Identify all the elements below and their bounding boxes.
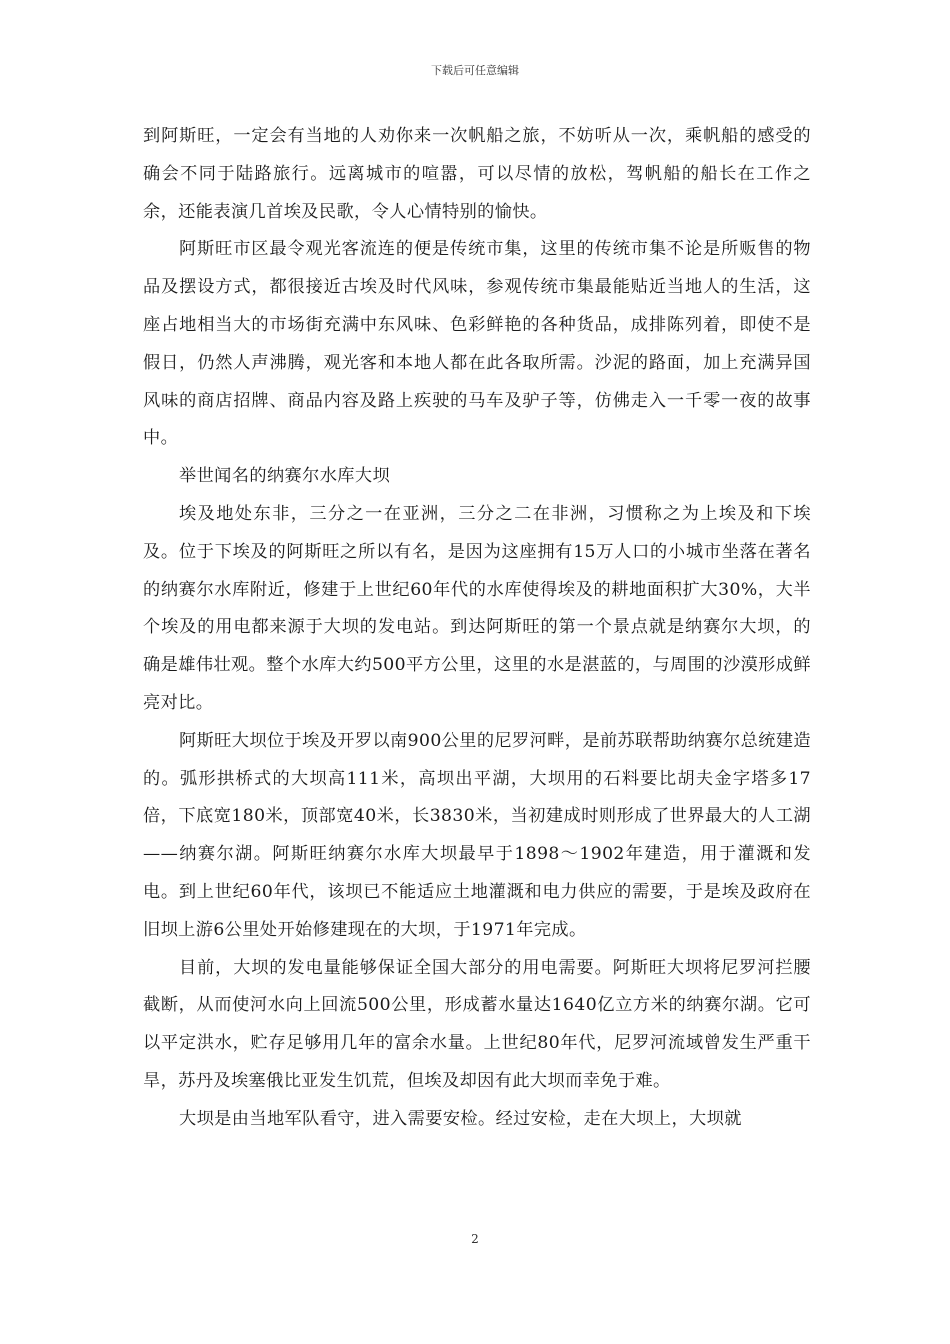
document-body: [143, 118, 811, 1139]
paragraph-dam-power: 目前，大坝的发电量能够保证全国大部分的用电需要。阿斯旺大坝将尼罗河拦腰截断，从而使河水向上回流500公里，形成蓄水量达1640亿立方米的纳赛尔湖。它可以平定洪水，贮存足够用几年的富余水量。上世纪80年代，尼罗河流域曾发生严重干旱，苏丹及埃塞俄比亚发生饥荒，但埃及却因有此大坝而幸免于难。: [143, 957, 811, 1091]
paragraph-egypt-geography: 埃及地处东非，三分之一在亚洲，三分之二在非洲，习惯称之为上埃及和下埃及。位于下埃及的阿斯旺之所以有名，是因为这座拥有15万人口的小城市坐落在著名的纳赛尔水库附近，修建于上世纪60年代的水库使得埃及的耕地面积扩大30%，大半个埃及的用电都来源于大坝的发电站。到达阿斯旺的第一个景点就是纳赛尔大坝，的确是雄伟壮观。整个水库大约500平方公里，这里的水是湛蓝的，与周围的沙漠形成鲜亮对比。: [143, 503, 811, 713]
paragraph-traditional-market: 阿斯旺市区最令观光客流连的便是传统市集，这里的传统市集不论是所贩售的物品及摆设方式，都很接近古埃及时代风味，参观传统市集最能贴近当地人的生活，这座占地相当大的市场街充满中东风味、色彩鲜艳的各种货品，成排陈列着，即使不是假日，仍然人声沸腾，观光客和本地人都在此各取所需。沙泥的路面，加上充满异国风味的商店招牌、商品内容及路上疾驶的马车及驴子等，仿佛走入一千零一夜的故事中。: [143, 239, 811, 449]
page-header: 下载后可任意编辑: [431, 64, 519, 77]
section-heading-nasser-dam: 举世闻名的纳赛尔水库大坝: [179, 466, 391, 487]
paragraph-dam-security: 大坝是由当地军队看守，进入需要安检。经过安检，走在大坝上，大坝就: [179, 1108, 742, 1129]
paragraph-sailboat-trip: 到阿斯旺，一定会有当地的人劝你来一次帆船之旅，不妨听从一次，乘帆船的感受的确会不同于陆路旅行。远离城市的喧嚣，可以尽情的放松，驾帆船的船长在工作之余，还能表演几首埃及民歌，令人心情特别的愉快。: [143, 126, 811, 222]
paragraph-aswan-dam-history: 阿斯旺大坝位于埃及开罗以南900公里的尼罗河畔，是前苏联帮助纳赛尔总统建造的。弧形拱桥式的大坝高111米，高坝出平湖，大坝用的石料要比胡夫金字塔多17倍，下底宽180米，顶部宽40米，长3830米，当初建成时则形成了世界最大的人工湖——纳赛尔湖。阿斯旺纳赛尔水库大坝最早于1898～1902年建造，用于灌溉和发电。到上世纪60年代，该坝已不能适应土地灌溉和电力供应的需要，于是埃及政府在旧坝上游6公里处开始修建现在的大坝，于1971年完成。: [143, 730, 811, 940]
page-number: 2: [471, 1232, 479, 1246]
